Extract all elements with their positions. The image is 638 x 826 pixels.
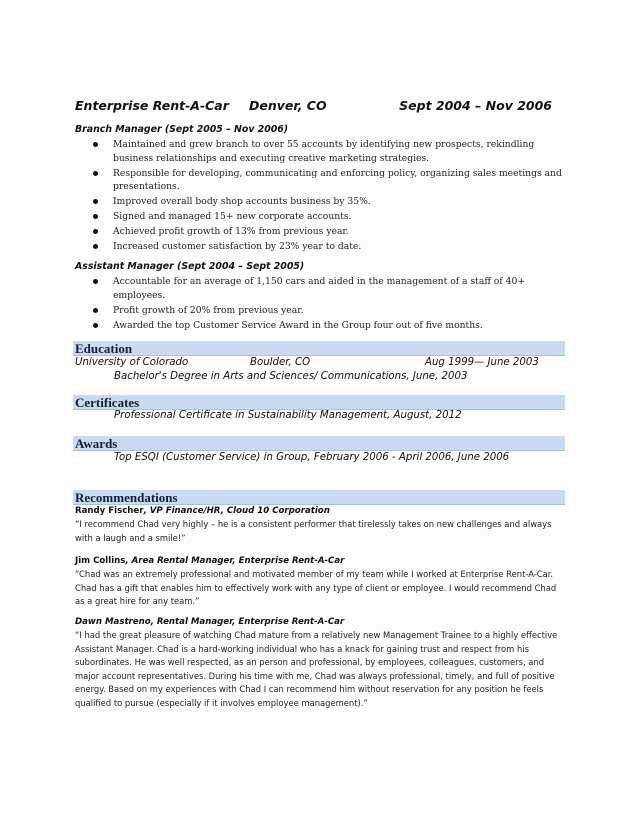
- role-title: Assistant Manager (Sept 2004 – Sept 2005): [75, 261, 305, 272]
- recommender-name: Randy Fischer, VP Finance/HR, Cloud 10 Corporation: [75, 506, 330, 516]
- recommender-name: Dawn Mastreno, Rental Manager, Enterprise Rent-A-Car: [75, 617, 345, 627]
- bullet-item: Awarded the top Customer Service Award in the Group four out of five months.: [75, 319, 565, 333]
- recommendation-quote: “Chad was an extremely professional and motivated member of my team while I worked at Enterprise Rent-A-Car. Chad has a gift that enables him to effectively work with any type of client or employee. I would recommend Chad as a great hire for any team.”: [75, 569, 557, 607]
- recommendation-quote: “I had the great pleasure of watching Chad mature from a relatively new Management Trainee to a highly effective Assistant Manager. Chad is a hard-working individual who has a knack for gaining trust and respect from his subordinates. He was well respected, as an person and professional, by employees, colleagues, customers, and major account representatives. During his time with me, Chad was always professional, timely, and full of positive energy. Based on my experiences with Chad I can recommend him without reservation for any position he feels qualified to pursue (especially if it involves employee management).”: [75, 630, 558, 708]
- job-location: Denver, CO: [249, 98, 327, 113]
- section-heading-awards: Awards: [73, 436, 565, 451]
- role-title: Branch Manager (Sept 2005 – Nov 2006): [75, 124, 289, 135]
- recommendation-quote: “I recommend Chad very highly – he is a consistent performer that tirelessly takes on new challenges and always with a laugh and a smile!”: [75, 519, 552, 543]
- certificate-item: Professional Certificate in Sustainability Management, August, 2012: [114, 410, 462, 421]
- section-heading-education: Education: [73, 341, 565, 356]
- job-company: Enterprise Rent-A-Car: [75, 98, 229, 113]
- role-bullets: [75, 138, 565, 255]
- bullet-icon: [93, 214, 98, 219]
- bullet-item: Responsible for developing, communicating and enforcing policy, organizing sales meetings and presentations.: [75, 167, 565, 194]
- bullet-item: Maintained and grew branch to over 55 accounts by identifying new prospects, rekindling business relationships and executing creative marketing strategies.: [75, 138, 565, 165]
- bullet-item: Increased customer satisfaction by 23% year to date.: [75, 240, 565, 254]
- recommender-name: Jim Collins, Area Rental Manager, Enterprise Rent-A-Car: [75, 556, 345, 566]
- bullet-icon: [93, 199, 98, 204]
- education-degree: Bachelor's Degree in Arts and Sciences/ Communications, June, 2003: [114, 371, 468, 382]
- bullet-icon: [93, 171, 98, 176]
- job-header: [75, 98, 552, 116]
- bullet-icon: [93, 229, 98, 234]
- bullet-item: Accountable for an average of 1,150 cars and aided in the management of a staff of 40+ employees.: [75, 275, 565, 302]
- bullet-icon: [93, 308, 98, 313]
- bullet-item: Signed and managed 15+ new corporate accounts.: [75, 210, 565, 224]
- bullet-item: Profit growth of 20% from previous year.: [75, 304, 565, 318]
- section-heading-certificates: Certificates: [73, 395, 565, 410]
- education-dates: Aug 1999— June 2003: [425, 357, 539, 368]
- award-item: Top ESQI (Customer Service) in Group, February 2006 - April 2006, June 2006: [114, 452, 510, 463]
- bullet-icon: [93, 142, 98, 147]
- bullet-icon: [93, 279, 98, 284]
- education-school: University of Colorado: [75, 357, 189, 368]
- bullet-icon: [93, 323, 98, 328]
- bullet-item: Improved overall body shop accounts business by 35%.: [75, 195, 565, 209]
- section-heading-recommendations: Recommendations: [73, 490, 565, 505]
- job-dates: Sept 2004 – Nov 2006: [399, 98, 552, 113]
- bullet-item: Achieved profit growth of 13% from previous year.: [75, 225, 565, 239]
- bullet-icon: [93, 244, 98, 249]
- education-location: Boulder, CO: [250, 357, 311, 368]
- role-bullets: [75, 275, 565, 334]
